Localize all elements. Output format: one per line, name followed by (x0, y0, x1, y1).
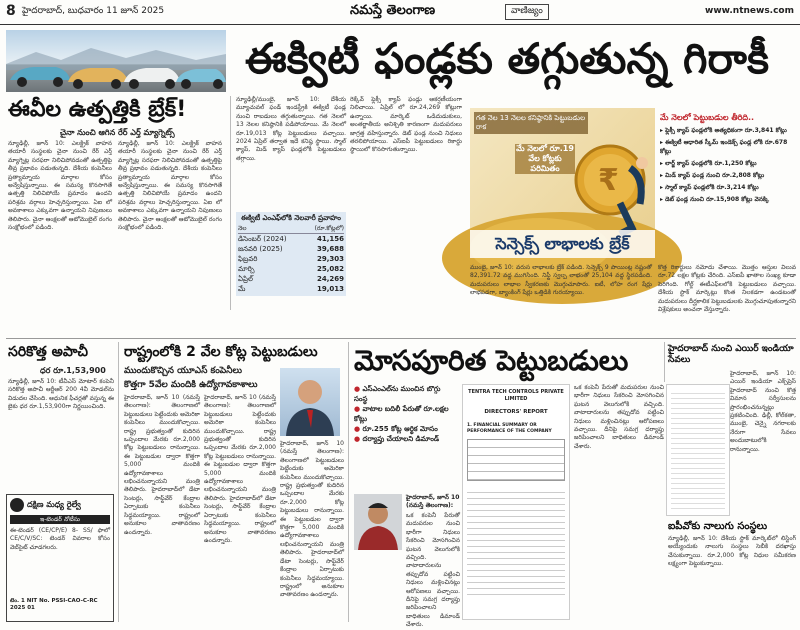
table-cell-month: డిసెంబర్ (2024) (238, 235, 287, 243)
doc-title: DIRECTORS' REPORT (484, 409, 548, 415)
ad-title: దక్షిణ మధ్య రైల్వే (27, 499, 81, 509)
sidebar-item: ▸ డెట్ ఫండ్ల నుంచి రూ.15,908 కోట్లు వెనక్కి (660, 196, 769, 203)
may-flows-sidebar (660, 112, 796, 204)
investment-subhead1: ముందుకొచ్చిన యూఎస్ కంపెనీలు (124, 366, 242, 376)
scanned-doc-thumbnail (666, 384, 730, 516)
table-row (238, 244, 344, 254)
paper-name: నమస్తే తెలంగాణ (350, 3, 436, 18)
table-cell-amount: 24,269 (316, 275, 344, 283)
table-cell-amount: 29,303 (316, 255, 344, 263)
infographic-caption: గత నెల 13 నెలల కనిష్ఠానికి పెట్టుబడుల రాక (474, 112, 588, 134)
apache-price: ధర రూ.1,53,900 (40, 366, 106, 375)
scanned-directors-report (462, 384, 570, 620)
equity-body-col2: రెక్కేవ్ ఫ్లెక్సీ క్యాప్ ఫండ్లు ఆకర్షణీయంగా నిలిచాయి. ఏప్రిల్ లో రూ.24,269 కోట్లుగా ఉన్నాయి. మార్కెట్ ఒడిదుడుకులు, అంతర్జాతీయ అనిశ్చితి కారణంగా మదుపరులు జాగ్రత్త వహిస్తున్నారు. డెట్ ఫండ్ల నుంచి నిధులు తరలిపోయాయి. ఎస్ఐపీ పెట్టుబడులు రికార్డు స్థాయిలో కొనసాగుతున్నాయి. (350, 96, 462, 154)
person-graphic (280, 368, 340, 436)
section-divider (6, 338, 796, 339)
table-cell-amount: 25,082 (316, 265, 344, 273)
divider (230, 96, 231, 310)
fraud-dateline: హైదరాబాద్, జూన్ 10 (నమస్తే తెలంగాణ): (406, 494, 460, 509)
equity-inflow-table (236, 212, 346, 296)
ad-subtitle: ఇ-టెండర్ నోటీసు (10, 515, 110, 524)
fraud-headline: మోసపూరిత పెట్టుబడులు (354, 344, 629, 377)
table-row (238, 234, 344, 244)
bullet-item: ● దర్యాప్తు చేయాలని డిమాండ్ (354, 435, 440, 443)
table-cell-month: జనవరి (2025) (238, 245, 283, 253)
bullet-item: ● వాటాల బదిలీ పేరుతో రూ.లక్షల కోట్లు (354, 405, 449, 423)
table-cell-month: ఏప్రిల్ (238, 275, 253, 283)
ev-headline: ఈవీల ఉత్పత్తికి బ్రేక్! (8, 97, 187, 122)
fraud-body-col1: ఒక కంపెనీ పేరుతో మదుపరుల నుంచి భారీగా నిధులు సేకరించి మోసగించిన ఘటన వెలుగులోకి వచ్చింది. వాటాదారులను తప్పుదోవ పట్టించి నిధులు మళ్లించినట్లు ఆరోపణలు వచ్చాయి. దీనిపై సమగ్ర దర్యాప్తు జరిపించాలని బాధితులు డిమాండ్ చేశారు. (406, 512, 460, 629)
doc-text-lines (467, 487, 565, 597)
rupee-icon: ₹ (598, 163, 619, 198)
website[interactable]: www.ntnews.com (705, 6, 794, 16)
equity-body-col3: కొత్త రికార్డులు నమోదు చేశాయి. మొత్తం ఆస్తుల విలువ రూ.72 లక్షల కోట్లకు చేరింది. ఎస్ఐపీ ఖాతాల సంఖ్య కూడా పెరిగింది. గోల్డ్ ఈటీఎఫ్‌లలోకి పెట్టుబడులు వచ్చాయి. దేశీయ స్టాక్ మార్కెట్లు కొంత నిలకడగా ఉండటంతో మదుపరులు దీర్ఘకాలిక పెట్టుబడులకు మొగ్గుచూపుతున్నారని విశ్లేషకులు అంచనా వేస్తున్నారు. (658, 264, 796, 314)
table-cell-amount: 41,156 (316, 235, 344, 243)
table-row (238, 284, 344, 294)
bullet-text: వాటాల బదిలీ పేరుతో రూ.లక్షల కోట్లు (354, 405, 449, 423)
sidebar-item-text: ఫ్లెక్సీ క్యాప్ ఫండ్లలోకి అత్యధికంగా రూ.3,841 కోట్లు (665, 127, 787, 134)
page-number: 8 (6, 3, 16, 19)
sidebar-item: ▸ లార్జ్ క్యాప్ ఫండ్లలోకి రూ.1,250 కోట్లు (660, 160, 757, 167)
doc-section: 1. FINANCIAL SUMMARY OR PERFORMANCE OF THE COMPANY (467, 423, 552, 434)
sidebar-item-text: స్మాల్ క్యాప్ ఫండ్లలోకి రూ.3,214 కోట్లు (665, 184, 759, 191)
divider (348, 342, 349, 622)
table-header (238, 225, 344, 234)
minister-photo (280, 368, 340, 436)
railway-tender-ad (6, 494, 114, 622)
doc-table (467, 439, 565, 481)
table-cell-month: ఫిబ్రవరి (238, 255, 258, 263)
ad-footer: టెం. 1 NIT No. PSSI-CAO-C-RC 2025 01 (10, 598, 98, 611)
bullet-item: ● ఎస్ఎంఎల్‌ను ముంచిన బొగ్గు సంస్థ (354, 385, 441, 403)
table-row (238, 264, 344, 274)
sidebar-item: ▸ స్మాల్ క్యాప్ ఫండ్లలోకి రూ.3,214 కోట్లు (660, 184, 759, 191)
main-headline: ఈక్విటీ ఫండ్లకు తగ్గుతున్న గిరాకీ (245, 34, 770, 83)
investment-headline: రాష్ట్రంలోకి 2 వేల కోట్ల పెట్టుబడులు (124, 344, 318, 360)
table-cell-amount: 39,688 (316, 245, 344, 253)
bullet-text: దర్యాప్తు చేయాలని డిమాండ్ (362, 435, 440, 443)
fraud-bullets (354, 384, 454, 444)
bullet-text: ఎస్ఎంఎల్‌ను ముంచిన బొగ్గు సంస్థ (354, 385, 441, 403)
sensex-headline: సెన్సెక్స్ లాభాలకు బ్రేక్ (470, 230, 655, 258)
sidebar-item: ▸ ఈక్విటీ ఆధారిత స్కీమ్ ఇండెక్స్ ఫండ్ల లోకి రూ.678 కోట్లు (660, 139, 788, 155)
apache-headline: సరికొత్త అపాచీ (8, 344, 88, 360)
table-header-amount: (రూ.కోట్లలో) (314, 225, 344, 232)
table-row (238, 274, 344, 284)
table-header-month: నెల (238, 225, 247, 232)
bullet-item: ● రూ.255 కోట్ల ఆర్థిక మోసం (354, 425, 438, 433)
doc-company: TENTRA TECH CONTROLS PRIVATE LIMITED (468, 389, 564, 402)
table-title: ఈక్విటీ ఎంఎఫ్‌లోకి నెలవారీ ప్రవాహం (241, 214, 341, 222)
divider (118, 342, 119, 622)
investment-body-col3: హైదరాబాద్, జూన్ 10 (నమస్తే తెలంగాణ): తెలంగాణలో పెట్టుబడులు పెట్టేందుకు అమెరికా కంపెనీలు ముందుకొచ్చాయి. రాష్ట్ర ప్రభుత్వంతో కుదిరిన ఒప్పందాల మేరకు రూ.2,000 కోట్ల పెట్టుబడులు రానున్నాయి. ఈ పెట్టుబడుల ద్వారా కొత్తగా 5,000 మందికి ఉద్యోగావకాశాలు లభించనున్నాయని మంత్రి తెలిపారు. హైదరాబాద్‌లో డేటా సెంటర్లు, సాఫ్ట్‌వేర్ కేంద్రాల ఏర్పాటుకు కంపెనీలు సిద్ధమయ్యాయి. రాష్ట్రంలో అనుకూల వాతావరణం ఉందన్నారు. (280, 440, 344, 599)
sidebar-item: ▸ మిడ్ క్యాప్ ఫండ్ల నుంచి రూ.2,808 కోట్లు (660, 172, 765, 179)
person-graphic (354, 494, 402, 550)
sidebar-item-text: ఈక్విటీ ఆధారిత స్కీమ్ ఇండెక్స్ ఫండ్ల లోకి రూ.678 కోట్లు (660, 139, 788, 155)
divider (664, 342, 665, 382)
sensex-body: ముంబై, జూన్ 10: వరుస లాభాలకు బ్రేక్ పడింది. సెన్సెక్స్ 9 పాయింట్ల నష్టంతో 82,391.72 వద్ద ముగిసింది. నిఫ్టీ స్వల్ప లాభంతో 25,104 వద్ద స్థిరపడింది. మదుపరులు లాభాల స్వీకరణకు మొగ్గుచూపారు. ఐటీ, లోహ రంగ షేర్లు లాభపడగా, బ్యాంకింగ్ షేర్లు ఒత్తిడికి గురయ్యాయి. (470, 264, 652, 297)
ipo-headline: ఐపీవోకు నాలుగు సంస్థలు (668, 521, 768, 532)
table-cell-month: మార్చి (238, 265, 255, 273)
author-photo (354, 494, 402, 550)
ad-body: ఈ-టెండర్ (CE/CP/E) 8- SS/ ఫాలో CE/C/V/SC: టెండర్ వివరాల కోసం వెబ్‌సైట్ చూడగలరు. (10, 527, 110, 551)
ev-body-col1: న్యూఢిల్లీ, జూన్ 10: ఎలక్ట్రిక్ వాహన తయారీ సంస్థలకు చైనా నుంచి రేర్ ఎర్త్ మ్యాగ్నెట్ల సరఫరా నిలిచిపోవడంతో ఉత్పత్తిపై తీవ్ర ప్రభావం పడుతున్నది. దేశీయ కంపెనీలు ప్రత్యామ్నాయ మార్గాల కోసం అన్వేషిస్తున్నాయి. ఈ సమస్య కొనసాగితే ఉత్పత్తి నిలిచిపోయే ప్రమాదం ఉందని పరిశ్రమ వర్గాలు హెచ్చరిస్తున్నాయి. ఏఐ లో అవకాశాలు ఎక్కువగా ఉన్నాయని నిపుణులు తెలిపారు. చైనా ఆంక్షలతో ఆటోమొబైల్ రంగం సంక్షోభంలో పడింది. (8, 140, 112, 232)
section-label: వాణిజ్యం (505, 4, 549, 20)
sidebar-item-text: డెట్ ఫండ్ల నుంచి రూ.15,908 కోట్లు వెనక్కి (665, 196, 769, 203)
investment-body-col2: హైదరాబాద్, జూన్ 10 (నమస్తే తెలంగాణ): తెలంగాణలో పెట్టుబడులు పెట్టేందుకు అమెరికా కంపెనీలు ముందుకొచ్చాయి. రాష్ట్ర ప్రభుత్వంతో కుదిరిన ఒప్పందాల మేరకు రూ.2,000 కోట్ల పెట్టుబడులు రానున్నాయి. ఈ పెట్టుబడుల ద్వారా కొత్తగా 5,000 మందికి ఉద్యోగావకాశాలు లభించనున్నాయని మంత్రి తెలిపారు. హైదరాబాద్‌లో డేటా సెంటర్లు, సాఫ్ట్‌వేర్ కేంద్రాల ఏర్పాటుకు కంపెనీలు సిద్ధమయ్యాయి. రాష్ట్రంలో అనుకూల వాతావరణం ఉందన్నారు. (204, 394, 276, 544)
table-cell-amount: 19,013 (316, 285, 344, 293)
ipo-body: న్యూఢిల్లీ, జూన్ 10: దేశీయ స్టాక్ మార్కెట్‌లో లిస్టింగ్ అయ్యేందుకు నాలుగు సంస్థలు సెబీకి దరఖాస్తు చేసుకున్నాయి. రూ.2,000 కోట్ల నిధుల సమీకరణ లక్ష్యంగా పెట్టుకున్నాయి. (668, 535, 796, 568)
apache-body: న్యూఢిల్లీ, జూన్ 10: టీవీఎస్ మోటార్ కంపెనీ సరికొత్త అపాచీ ఆర్టీఆర్ 200 4వీ మోడల్‌ను విడుదల చేసింది. ఆధునిక ఫీచర్లతో వస్తున్న ఈ బైకు ధర రూ.1,53,900గా నిర్ణయించింది. (8, 378, 114, 411)
sidebar-item: ▸ ఫ్లెక్సీ క్యాప్ ఫండ్లలోకి అత్యధికంగా రూ.3,841 కోట్లు (660, 127, 787, 134)
equity-body-col1: న్యూఢిల్లీ/ముంబై, జూన్ 10: దేశీయ మ్యూచువల్ ఫండ్ ఇండస్ట్రీకి ఈక్విటీ ఫండ్ల నుంచి రాబడులు తగ్గుతున్నాయి. గత నెలలో 13 నెలల కనిష్ఠానికి పడిపోయాయి. మే నెలలో రూ.19,013 కోట్ల పెట్టుబడులు వచ్చాయి. 2024 ఏప్రిల్ తర్వాత ఇదే కనిష్ఠ స్థాయి. స్మాల్ క్యాప్, మిడ్ క్యాప్ ఫండ్లలోకి పెట్టుబడులు తగ్గాయి. (236, 96, 346, 162)
investment-subhead2: కొత్తగా 5వేల మందికి ఉద్యోగావకాశాలు (124, 380, 258, 390)
sidebar-item-text: మిడ్ క్యాప్ ఫండ్ల నుంచి రూ.2,808 కోట్లు (665, 172, 765, 179)
ev-cars-graphic (6, 30, 226, 92)
table-cell-month: మే (238, 285, 246, 293)
ev-cars-photo (6, 30, 226, 92)
masthead (0, 0, 800, 25)
investment-body-col1: హైదరాబాద్, జూన్ 10 (నమస్తే తెలంగాణ): తెలంగాణలో పెట్టుబడులు పెట్టేందుకు అమెరికా కంపెనీలు ముందుకొచ్చాయి. రాష్ట్ర ప్రభుత్వంతో కుదిరిన ఒప్పందాల మేరకు రూ.2,000 కోట్ల పెట్టుబడులు రానున్నాయి. ఈ పెట్టుబడుల ద్వారా కొత్తగా 5,000 మందికి ఉద్యోగావకాశాలు లభించనున్నాయని మంత్రి తెలిపారు. హైదరాబాద్‌లో డేటా సెంటర్లు, సాఫ్ట్‌వేర్ కేంద్రాల ఏర్పాటుకు కంపెనీలు సిద్ధమయ్యాయి. రాష్ట్రంలో అనుకూల వాతావరణం ఉందన్నారు. (124, 394, 200, 536)
ev-subhead: చైనా నుంచి ఆగిన రేర్ ఎర్త్ మ్యాగ్నెట్స్ (60, 128, 175, 137)
sidebar-title: మే నెలలో పెట్టుబడుల తీరిది.. (660, 113, 755, 122)
dateline: హైదరాబాద్, బుధవారం 11 జూన్ 2025 (22, 6, 165, 16)
fraud-body-col2: ఒక కంపెనీ పేరుతో మదుపరుల నుంచి భారీగా నిధులు సేకరించి మోసగించిన ఘటన వెలుగులోకి వచ్చింది. వాటాదారులను తప్పుదోవ పట్టించి నిధులు మళ్లించినట్లు ఆరోపణలు వచ్చాయి. దీనిపై సమగ్ర దర్యాప్తు జరిపించాలని బాధితులు డిమాండ్ చేశారు. (574, 384, 664, 450)
bullet-text: రూ.255 కోట్ల ఆర్థిక మోసం (362, 425, 438, 433)
railway-logo-icon (10, 498, 24, 512)
airindia-body: హైదరాబాద్, జూన్ 10: ఎయిర్ ఇండియా ఎక్స్‌ప్రెస్ హైదరాబాద్ నుంచి కొత్త విమాన సర్వీసులను ప్రారంభించనున్నట్లు ప్రకటించింది. ఢిల్లీ, కోల్‌కతా, ముంబై, చెన్నై నగరాలకు నేరుగా సేవలు అందుబాటులోకి రానున్నాయి. (730, 370, 796, 453)
infographic-sub: మే నెలలో రూ.19 వేల కోట్లకు పరిమితం (516, 144, 574, 173)
airindia-headline: హైదరాబాద్ నుంచి ఎయిర్ ఇండియా సేవలు (668, 344, 794, 365)
table-row (238, 254, 344, 264)
sidebar-item-text: లార్జ్ క్యాప్ ఫండ్లలోకి రూ.1,250 కోట్లు (665, 160, 757, 167)
ev-body-col2: న్యూఢిల్లీ, జూన్ 10: ఎలక్ట్రిక్ వాహన తయారీ సంస్థలకు చైనా నుంచి రేర్ ఎర్త్ మ్యాగ్నెట్ల సరఫరా నిలిచిపోవడంతో ఉత్పత్తిపై తీవ్ర ప్రభావం పడుతున్నది. దేశీయ కంపెనీలు ప్రత్యామ్నాయ మార్గాల కోసం అన్వేషిస్తున్నాయి. ఈ సమస్య కొనసాగితే ఉత్పత్తి నిలిచిపోయే ప్రమాదం ఉందని పరిశ్రమ వర్గాలు హెచ్చరిస్తున్నాయి. ఏఐ లో అవకాశాలు ఎక్కువగా ఉన్నాయని నిపుణులు తెలిపారు. చైనా ఆంక్షలతో ఆటోమొబైల్ రంగం సంక్షోభంలో పడింది. (118, 140, 222, 232)
